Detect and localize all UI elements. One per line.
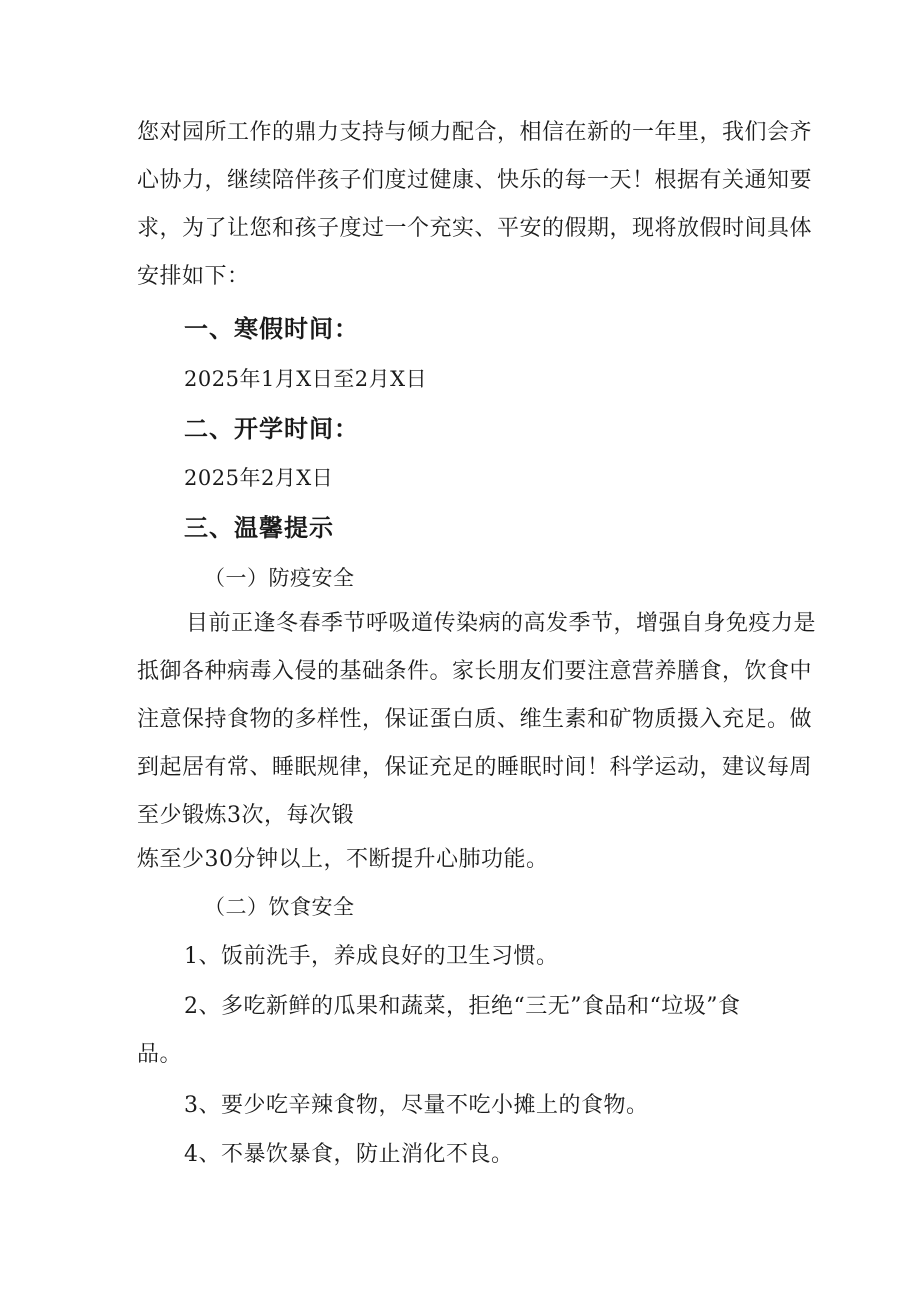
intro-line-4: 安排如下： — [137, 264, 250, 289]
food-item-2-cont: 品。 — [137, 1042, 183, 1067]
subsection-title-epidemic-safety: （一）防疫安全 — [204, 566, 355, 590]
epidemic-line-3: 注意保持食物的多样性，保证蛋白质、维生素和矿物质摄入充足。做 — [137, 707, 813, 732]
section-heading-tips: 三、温馨提示 — [184, 514, 334, 542]
school-start-date: 2025年2月X日 — [184, 466, 334, 490]
subsection-title-food-safety: （二）饮食安全 — [204, 895, 355, 919]
epidemic-line-1: 目前正逢冬春季节呼吸道传染病的高发季节，增强自身免疫力是 — [186, 611, 817, 636]
food-item-4: 4、不暴饮暴食，防止消化不良。 — [184, 1142, 514, 1167]
food-item-1: 1、饭前洗手，养成良好的卫生习惯。 — [184, 944, 559, 969]
epidemic-line-6: 炼至少30分钟以上，不断提升心肺功能。 — [137, 847, 549, 872]
food-item-3: 3、要少吃辛辣食物，尽量不吃小摊上的食物。 — [184, 1093, 649, 1118]
intro-line-2: 心协力，继续陪伴孩子们度过健康、快乐的每一天！根据有关通知要 — [137, 168, 813, 193]
intro-line-1: 您对园所工作的鼎力支持与倾力配合，相信在新的一年里，我们会齐 — [137, 120, 813, 145]
food-item-2: 2、多吃新鲜的瓜果和蔬菜，拒绝“三无”食品和“垃圾”食 — [184, 994, 741, 1019]
winter-break-dates: 2025年1月X日至2月X日 — [184, 367, 428, 391]
epidemic-line-4: 到起居有常、睡眠规律，保证充足的睡眠时间！科学运动，建议每周 — [137, 755, 813, 780]
epidemic-line-2: 抵御各种病毒入侵的基础条件。家长朋友们要注意营养膳食，饮食中 — [137, 659, 813, 684]
section-heading-winter-break: 一、寒假时间： — [184, 315, 359, 343]
intro-line-3: 求，为了让您和孩子度过一个充实、平安的假期，现将放假时间具体 — [137, 216, 813, 241]
epidemic-line-5: 至少锻炼3次，每次锻 — [137, 803, 354, 828]
section-heading-school-start: 二、开学时间： — [184, 415, 359, 443]
